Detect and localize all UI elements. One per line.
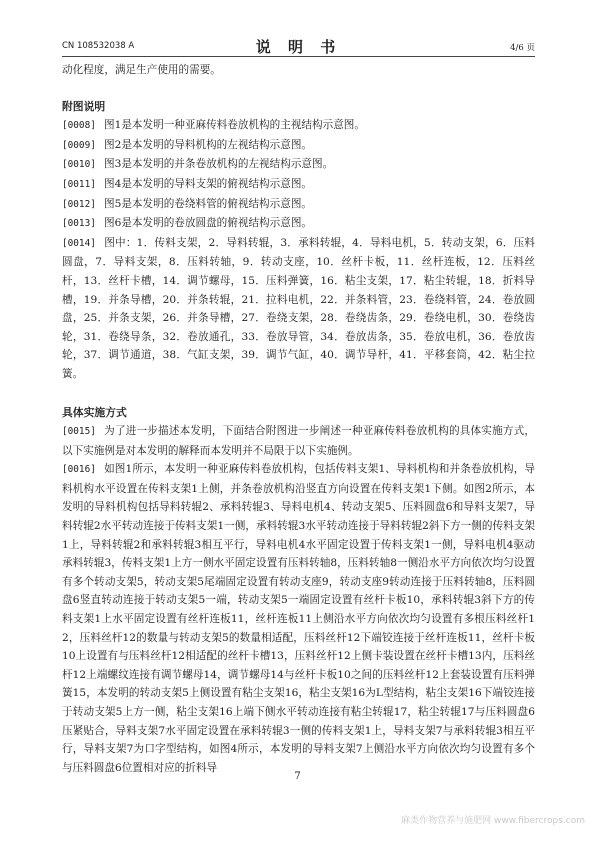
paragraph-number: [0014]: [62, 237, 96, 249]
paragraph-number: [0016]: [62, 464, 96, 476]
paragraph-text: 图2是本发明的导料机构的左视结构示意图。: [104, 138, 313, 151]
document-body: [62, 61, 535, 777]
paragraph-number: [0011]: [62, 178, 96, 190]
paragraph-text: 图3是本发明的并条卷放机构的左视结构示意图。: [104, 158, 334, 171]
paragraph-0010: [62, 155, 535, 175]
page-number: 7: [294, 771, 301, 782]
paragraph-0008: [62, 116, 535, 136]
embodiment-section-title: 具体实施方式: [62, 405, 127, 419]
paragraph-text: 为了进一步描述本发明，下面结合附图进一步阐述一种亚麻传料卷放机构的具体实施方式，以下实施例是对本发明的解释而本发明并不局限于以下实施例。: [62, 425, 535, 457]
spacer: [62, 80, 535, 98]
paragraph-text: 图中：1．传料支架，2．导料转辊，3．承料转辊，4．导料电机，5．转动支架，6．压料圆盘，7．导料支架，8．压料转轴，9．转动支座，10．丝杆卡板，11．丝杆连板，12．压料丝杆，13．丝杆卡槽，14．调节螺母，15．压料弹簧，16．粘尘支架，17．粘尘转辊，18．折料导槽，19．并条导槽，20．并条转辊，21．拉料电机，22．并条料管，23．卷绕料管，24．卷放圆盘，25．并条支架，26．并条导槽，27．卷绕支架，28．卷绕齿条，29．卷绕电机，30．卷绕齿轮，31．卷绕导条，32．卷放通孔，33．卷放导管，34．卷放齿条，35．卷放电机，36．卷放齿轮，37．调节通道，38．气缸支架，39．调节气缸，40．调节导杆，41．平移套筒，42．粘尘拉簧。: [62, 236, 535, 380]
paragraph-number: [0010]: [62, 159, 96, 171]
paragraph-text: 如图1所示，本发明一种亚麻传料卷放机构，包括传料支架1、导料机构和并条卷放机构，导料机构水平设置在传料支架1上侧，并条卷放机构沿竖直方向设置在传料支架1下侧。如图2所示，本发明的导料机构包括导料转辊2、承料转辊3、导料电机4、转动支架5、压料圆盘6和导料支架7，导料转辊2水平转动连接于传料支架1一侧，承料转辊3水平转动连接于导料转辊2斜下方一侧的传料支架1上，导料转辊2和承料转辊3相互平行，导料电机4水平固定设置于传料支架1一侧，导料电机4驱动承料转辊3，传料支架1上方一侧水平固定设置有压料转轴8，压料转轴8一侧沿水平方向依次均匀设置有多个转动支架5，转动支架5尾端固定设置有转动支座9，转动支座9转动连接于压料转轴8，压料圆盘6竖直转动连接于转动支架5一端，转动支架5一端固定设置有丝杆卡板10，承料转辊3斜下方的传料支架1上水平固定设置有丝杆连板11，丝杆连板11上侧沿水平方向依次均匀设置有多根压料丝杆12，压料丝杆12的数量与转动支架5的数量相适配，压料丝杆12下端铰连接于丝杆连板11，丝杆卡板10上设置有与压料丝杆12相适配的丝杆卡槽13，压料丝杆12上侧卡装设置在丝杆卡槽13内，压料丝杆12上端螺纹连接有调节螺母14，调节螺母14与丝杆卡板10之间的压料丝杆12上套装设置有压料弹簧15，本发明的转动支架5上侧设置有粘尘支架16，粘尘支架16为L型结构，粘尘支架16下端铰连接于转动支架5上方一侧，粘尘支架16上端下侧水平转动连接有粘尘转辊17，粘尘转辊17与压料圆盘6压紧贴合，导料支架7水平固定设置在承料转辊3一侧的传料支架1上，导料支架7与承料转辊3相互平行，导料支架7为口字型结构，如图4所示，本发明的导料支架7上侧沿水平方向依次均匀设置有多个与压料圆盘6位置相对应的折料导: [62, 463, 535, 774]
paragraph-number: [0009]: [62, 139, 96, 151]
publication-number: CN 108532038 A: [62, 41, 135, 51]
paragraph-text: 图4是本发明的导料支架的俯视结构示意图。: [104, 177, 313, 190]
paragraph-text: 图1是本发明一种亚麻传料卷放机构的主视结构示意图。: [104, 119, 365, 132]
paragraph-number: [0012]: [62, 198, 96, 210]
paragraph-number: [0015]: [62, 426, 96, 438]
paragraph-0011: [62, 175, 535, 195]
page-indicator: 4/6 页: [510, 43, 535, 53]
figures-section-title: 附图说明: [62, 99, 106, 113]
intro-tail-paragraph: 动化程度，满足生产使用的需要。: [62, 64, 221, 76]
paragraph-0016: [62, 460, 535, 777]
paragraph-0014: [62, 234, 535, 384]
paragraph-0009: [62, 136, 535, 156]
watermark: 麻类作物营养与施肥网 www.fibercrops.com: [401, 816, 585, 826]
paragraph-0015: [62, 422, 535, 460]
paragraph-text: 图6是本发明的卷放圆盘的俯视结构示意图。: [104, 217, 313, 230]
page-header: [62, 34, 535, 57]
document-title: 说 明 书: [255, 38, 342, 56]
paragraph-number: [0008]: [62, 120, 96, 132]
spacer: [62, 384, 535, 404]
paragraph-text: 图5是本发明的卷绕料管的俯视结构示意图。: [104, 197, 313, 210]
paragraph-0012: [62, 195, 535, 215]
paragraph-0013: [62, 214, 535, 234]
paragraph-number: [0013]: [62, 218, 96, 230]
